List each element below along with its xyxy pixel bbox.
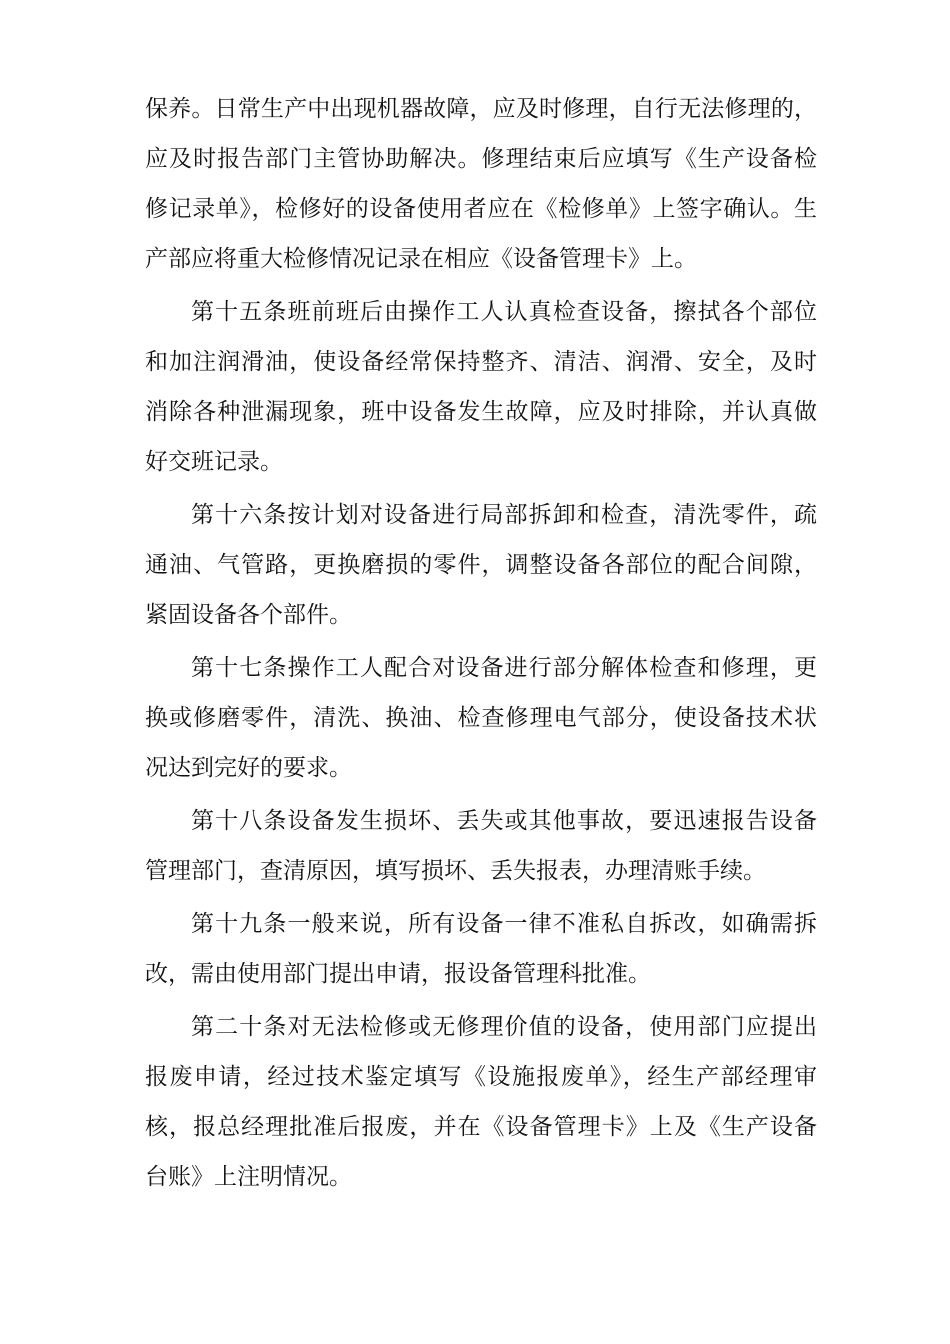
paragraph-continuation: [145, 84, 817, 284]
text-line: 台账》上注明情况。: [145, 1164, 352, 1190]
text-line: 改，需由使用部门提出申请，报设备管理科批准。: [145, 961, 651, 987]
text-line: 和加注润滑油，使设备经常保持整齐、清洁、润滑、安全，及时: [145, 349, 817, 375]
text-line: 况达到完好的要求。: [145, 755, 352, 781]
paragraph-article-20: [145, 1002, 817, 1202]
text-line: 核，报总经理批准后报废，并在《设备管理卡》上及《生产设备: [145, 1114, 817, 1140]
paragraph-article-19: [145, 899, 817, 999]
text-line: 紧固设备各个部件。: [145, 602, 352, 628]
text-line: 修记录单》，检修好的设备使用者应在《检修单》上签字确认。生: [145, 196, 817, 222]
text-line: 第十六条按计划对设备进行局部拆卸和检查，清洗零件，疏: [191, 502, 817, 528]
text-line: 第十九条一般来说，所有设备一律不准私自拆改，如确需拆: [191, 911, 817, 937]
paragraph-article-17: [145, 643, 817, 793]
text-line: 消除各种泄漏现象，班中设备发生故障，应及时排除，并认真做: [145, 399, 817, 425]
text-line: 通油、气管路，更换磨损的零件，调整设备各部位的配合间隙，: [145, 552, 817, 578]
text-line: 管理部门，查清原因，填写损坏、丢失报表，办理清账手续。: [145, 858, 766, 884]
paragraph-article-18: [145, 796, 817, 896]
text-line: 报废申请，经过技术鉴定填写《设施报废单》，经生产部经理审: [145, 1064, 817, 1090]
text-line: 好交班记录。: [145, 449, 283, 475]
text-line: 第十五条班前班后由操作工人认真检查设备，擦拭各个部位: [191, 299, 817, 325]
text-line: 第二十条对无法检修或无修理价值的设备，使用部门应提出: [191, 1014, 817, 1040]
text-line: 保养。日常生产中出现机器故障，应及时修理，自行无法修理的，: [145, 96, 817, 122]
document-body: [145, 84, 817, 1205]
paragraph-article-15: [145, 287, 817, 487]
text-line: 产部应将重大检修情况记录在相应《设备管理卡》上。: [145, 246, 697, 272]
text-line: 应及时报告部门主管协助解决。修理结束后应填写《生产设备检: [145, 146, 817, 172]
text-line: 第十七条操作工人配合对设备进行部分解体检查和修理，更: [191, 655, 817, 681]
text-line: 换或修磨零件，清洗、换油、检查修理电气部分，使设备技术状: [145, 705, 817, 731]
paragraph-article-16: [145, 490, 817, 640]
text-line: 第十八条设备发生损坏、丢失或其他事故，要迅速报告设备: [191, 808, 817, 834]
